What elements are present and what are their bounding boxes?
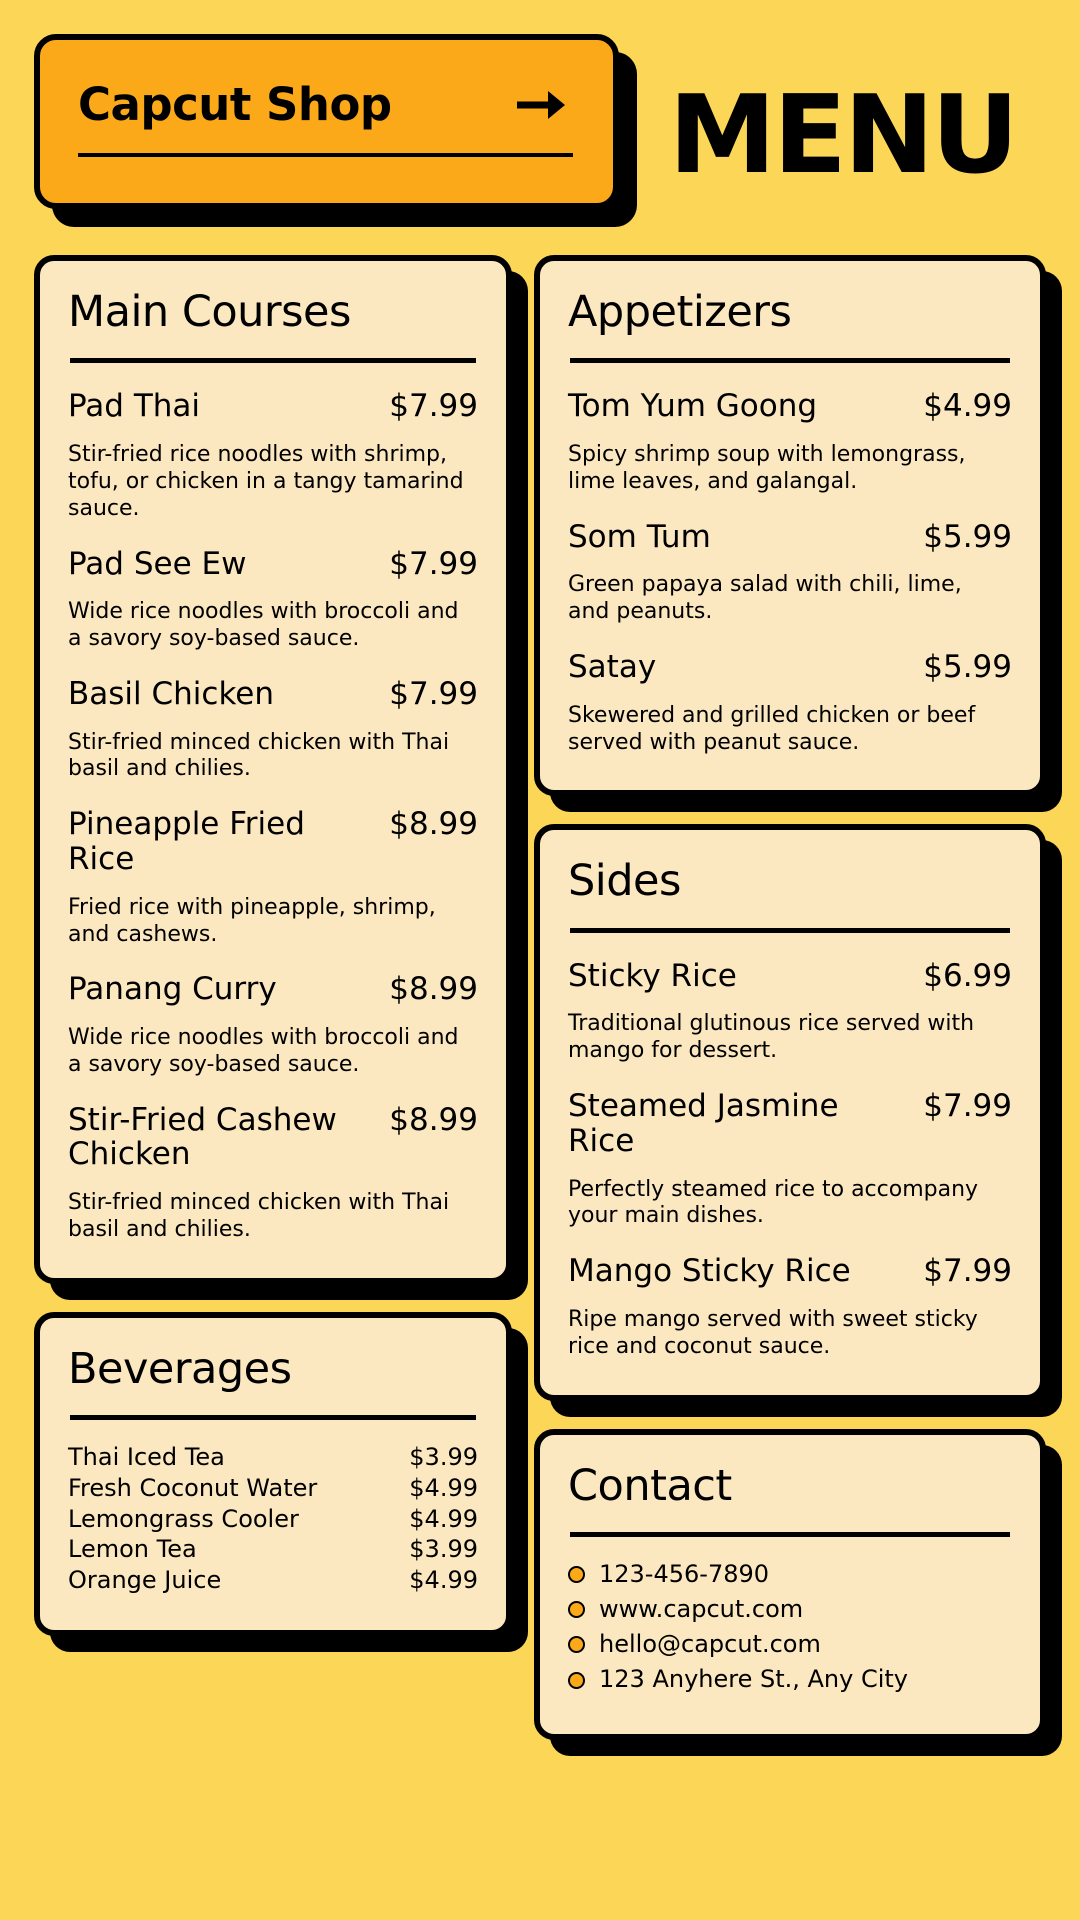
menu-item-name: Pineapple Fried Rice	[68, 806, 305, 877]
contact-list	[568, 1559, 1012, 1696]
beverage-name: Lemongrass Cooler	[68, 1504, 299, 1533]
section-main-courses	[34, 255, 512, 1284]
menu-item-head	[568, 650, 1012, 685]
section-divider	[570, 928, 1010, 933]
list-item	[568, 1664, 1012, 1695]
section-contact	[534, 1429, 1046, 1740]
beverage-list	[68, 1442, 478, 1596]
menu-item-description: Stir-fried minced chicken with Thai basil and chilies.	[68, 1190, 450, 1242]
beverage-price: $4.99	[409, 1504, 478, 1533]
section-divider	[70, 1415, 476, 1420]
menu-item-description: Fried rice with pineapple, shrimp, and cashews.	[68, 894, 436, 947]
menu-item-name: Sticky Rice	[568, 957, 737, 994]
beverage-price: $3.99	[409, 1443, 478, 1472]
list-item	[568, 1559, 1012, 1590]
menu-item	[68, 389, 478, 522]
header	[34, 34, 1046, 219]
arrow-right-icon	[515, 84, 573, 126]
beverage-name: Orange Juice	[68, 1565, 222, 1594]
section-title: Contact	[568, 1460, 732, 1511]
list-item	[68, 1504, 478, 1535]
menu-item-head	[568, 1089, 1012, 1158]
menu-item-name: Pad Thai	[68, 388, 201, 425]
menu-item	[568, 389, 1012, 495]
menu-item-name: Satay	[568, 649, 657, 686]
section-title: Beverages	[68, 1343, 292, 1394]
menu-item-description: Stir-fried minced chicken with Thai basil and chilies.	[68, 729, 450, 782]
menu-item-head	[68, 807, 478, 876]
menu-item	[68, 972, 478, 1078]
main-courses-card-wrap	[34, 255, 512, 1284]
list-item	[568, 1629, 1012, 1660]
menu-item	[68, 1103, 478, 1244]
menu-item-name: Mango Sticky Rice	[568, 1253, 851, 1290]
contact-email[interactable]: hello@capcut.com	[599, 1630, 821, 1659]
shop-button[interactable]	[34, 34, 619, 209]
menu-item-price: $7.99	[923, 1088, 1012, 1125]
menu-item-price: $8.99	[389, 971, 478, 1008]
menu-item-price: $7.99	[389, 388, 478, 425]
shop-button-label: Capcut Shop	[78, 78, 392, 131]
beverage-price: $4.99	[409, 1565, 478, 1594]
section-appetizers	[534, 255, 1046, 796]
menu-item-description: Spicy shrimp soup with lemongrass, lime leaves, and galangal.	[568, 442, 966, 494]
menu-item-price: $7.99	[923, 1253, 1012, 1290]
beverage-price: $4.99	[409, 1473, 478, 1502]
menu-item-description: Wide rice noodles with broccoli and a savory soy-based sauce.	[68, 599, 459, 652]
menu-item-name: Steamed Jasmine Rice	[568, 1088, 839, 1159]
menu-item	[68, 677, 478, 783]
beverage-name: Thai Iced Tea	[68, 1443, 225, 1472]
menu-item-price: $7.99	[389, 545, 478, 582]
section-divider	[70, 358, 476, 363]
bullet-circle-icon	[568, 1636, 585, 1653]
page-title: MENU	[668, 73, 1016, 198]
menu-item-price: $7.99	[389, 675, 478, 712]
menu-item	[568, 520, 1012, 626]
menu-item-price: $5.99	[923, 518, 1012, 555]
menu-item	[568, 959, 1012, 1065]
menu-item-price: $8.99	[389, 806, 478, 843]
menu-item-name: Stir-Fried Cashew Chicken	[68, 1101, 337, 1173]
appetizers-card-wrap	[534, 255, 1046, 796]
shop-button-underline	[78, 153, 573, 157]
menu-item-head	[68, 547, 478, 582]
contact-address: 123 Anyhere St., Any City	[599, 1665, 909, 1694]
beverage-name: Lemon Tea	[68, 1535, 197, 1564]
menu-item-description: Wide rice noodles with broccoli and a savory soy-based sauce.	[68, 1025, 459, 1077]
menu-item-price: $5.99	[923, 649, 1012, 686]
menu-item	[568, 1089, 1012, 1230]
list-item	[68, 1534, 478, 1565]
menu-item	[68, 547, 478, 653]
section-divider	[570, 1532, 1010, 1537]
right-column	[534, 255, 1046, 1768]
menu-item-description: Traditional glutinous rice served with mango for dessert.	[568, 1011, 975, 1064]
menu-item-description: Skewered and grilled chicken or beef served with peanut sauce.	[568, 702, 976, 755]
left-column	[34, 255, 512, 1768]
bullet-circle-icon	[568, 1601, 585, 1618]
list-item	[68, 1473, 478, 1504]
menu-item-name: Pad See Ew	[68, 545, 247, 582]
section-title: Sides	[568, 856, 681, 907]
menu-item-name: Panang Curry	[68, 971, 277, 1008]
menu-item-head	[568, 389, 1012, 424]
menu-item-head	[568, 520, 1012, 555]
menu-item-name: Som Tum	[568, 518, 711, 555]
beverage-name: Fresh Coconut Water	[68, 1473, 318, 1502]
contact-card-wrap	[534, 1429, 1046, 1740]
menu-item-price: $4.99	[923, 388, 1012, 425]
menu-item-price: $6.99	[923, 957, 1012, 994]
menu-item-head	[568, 959, 1012, 994]
menu-item-head	[68, 389, 478, 424]
menu-item-price: $8.99	[389, 1101, 478, 1138]
sides-card-wrap	[534, 824, 1046, 1400]
shop-button-wrap	[34, 34, 634, 214]
section-sides	[534, 824, 1046, 1400]
bullet-circle-icon	[568, 1672, 585, 1689]
menu-item-name: Tom Yum Goong	[568, 388, 818, 425]
beverages-card-wrap	[34, 1312, 512, 1636]
menu-item-description: Perfectly steamed rice to accompany your main dishes.	[568, 1176, 979, 1229]
section-divider	[570, 358, 1010, 363]
menu-item	[568, 1254, 1012, 1360]
menu-item-head	[68, 972, 478, 1007]
section-title: Main Courses	[68, 287, 351, 337]
menu-item-description: Ripe mango served with sweet sticky rice and coconut sauce.	[568, 1306, 978, 1359]
menu-item-head	[68, 677, 478, 712]
list-item	[68, 1442, 478, 1473]
section-beverages	[34, 1312, 512, 1636]
contact-website[interactable]: www.capcut.com	[599, 1595, 804, 1624]
list-item	[568, 1594, 1012, 1625]
menu-item-head	[568, 1254, 1012, 1289]
beverage-price: $3.99	[409, 1535, 478, 1564]
shop-button-row	[78, 78, 573, 131]
menu-item-head	[68, 1103, 478, 1172]
menu-item	[68, 807, 478, 948]
menu-item-name: Basil Chicken	[68, 675, 275, 712]
contact-phone[interactable]: 123-456-7890	[599, 1559, 770, 1588]
menu-item-description: Stir-fried rice noodles with shrimp, tofu, or chicken in a tangy tamarind sauce.	[68, 442, 464, 521]
menu-item	[568, 650, 1012, 756]
list-item	[68, 1565, 478, 1596]
section-title: Appetizers	[568, 287, 792, 337]
menu-item-description: Green papaya salad with chili, lime, and peanuts.	[568, 572, 962, 625]
bullet-circle-icon	[568, 1566, 585, 1583]
menu-columns	[34, 255, 1046, 1768]
